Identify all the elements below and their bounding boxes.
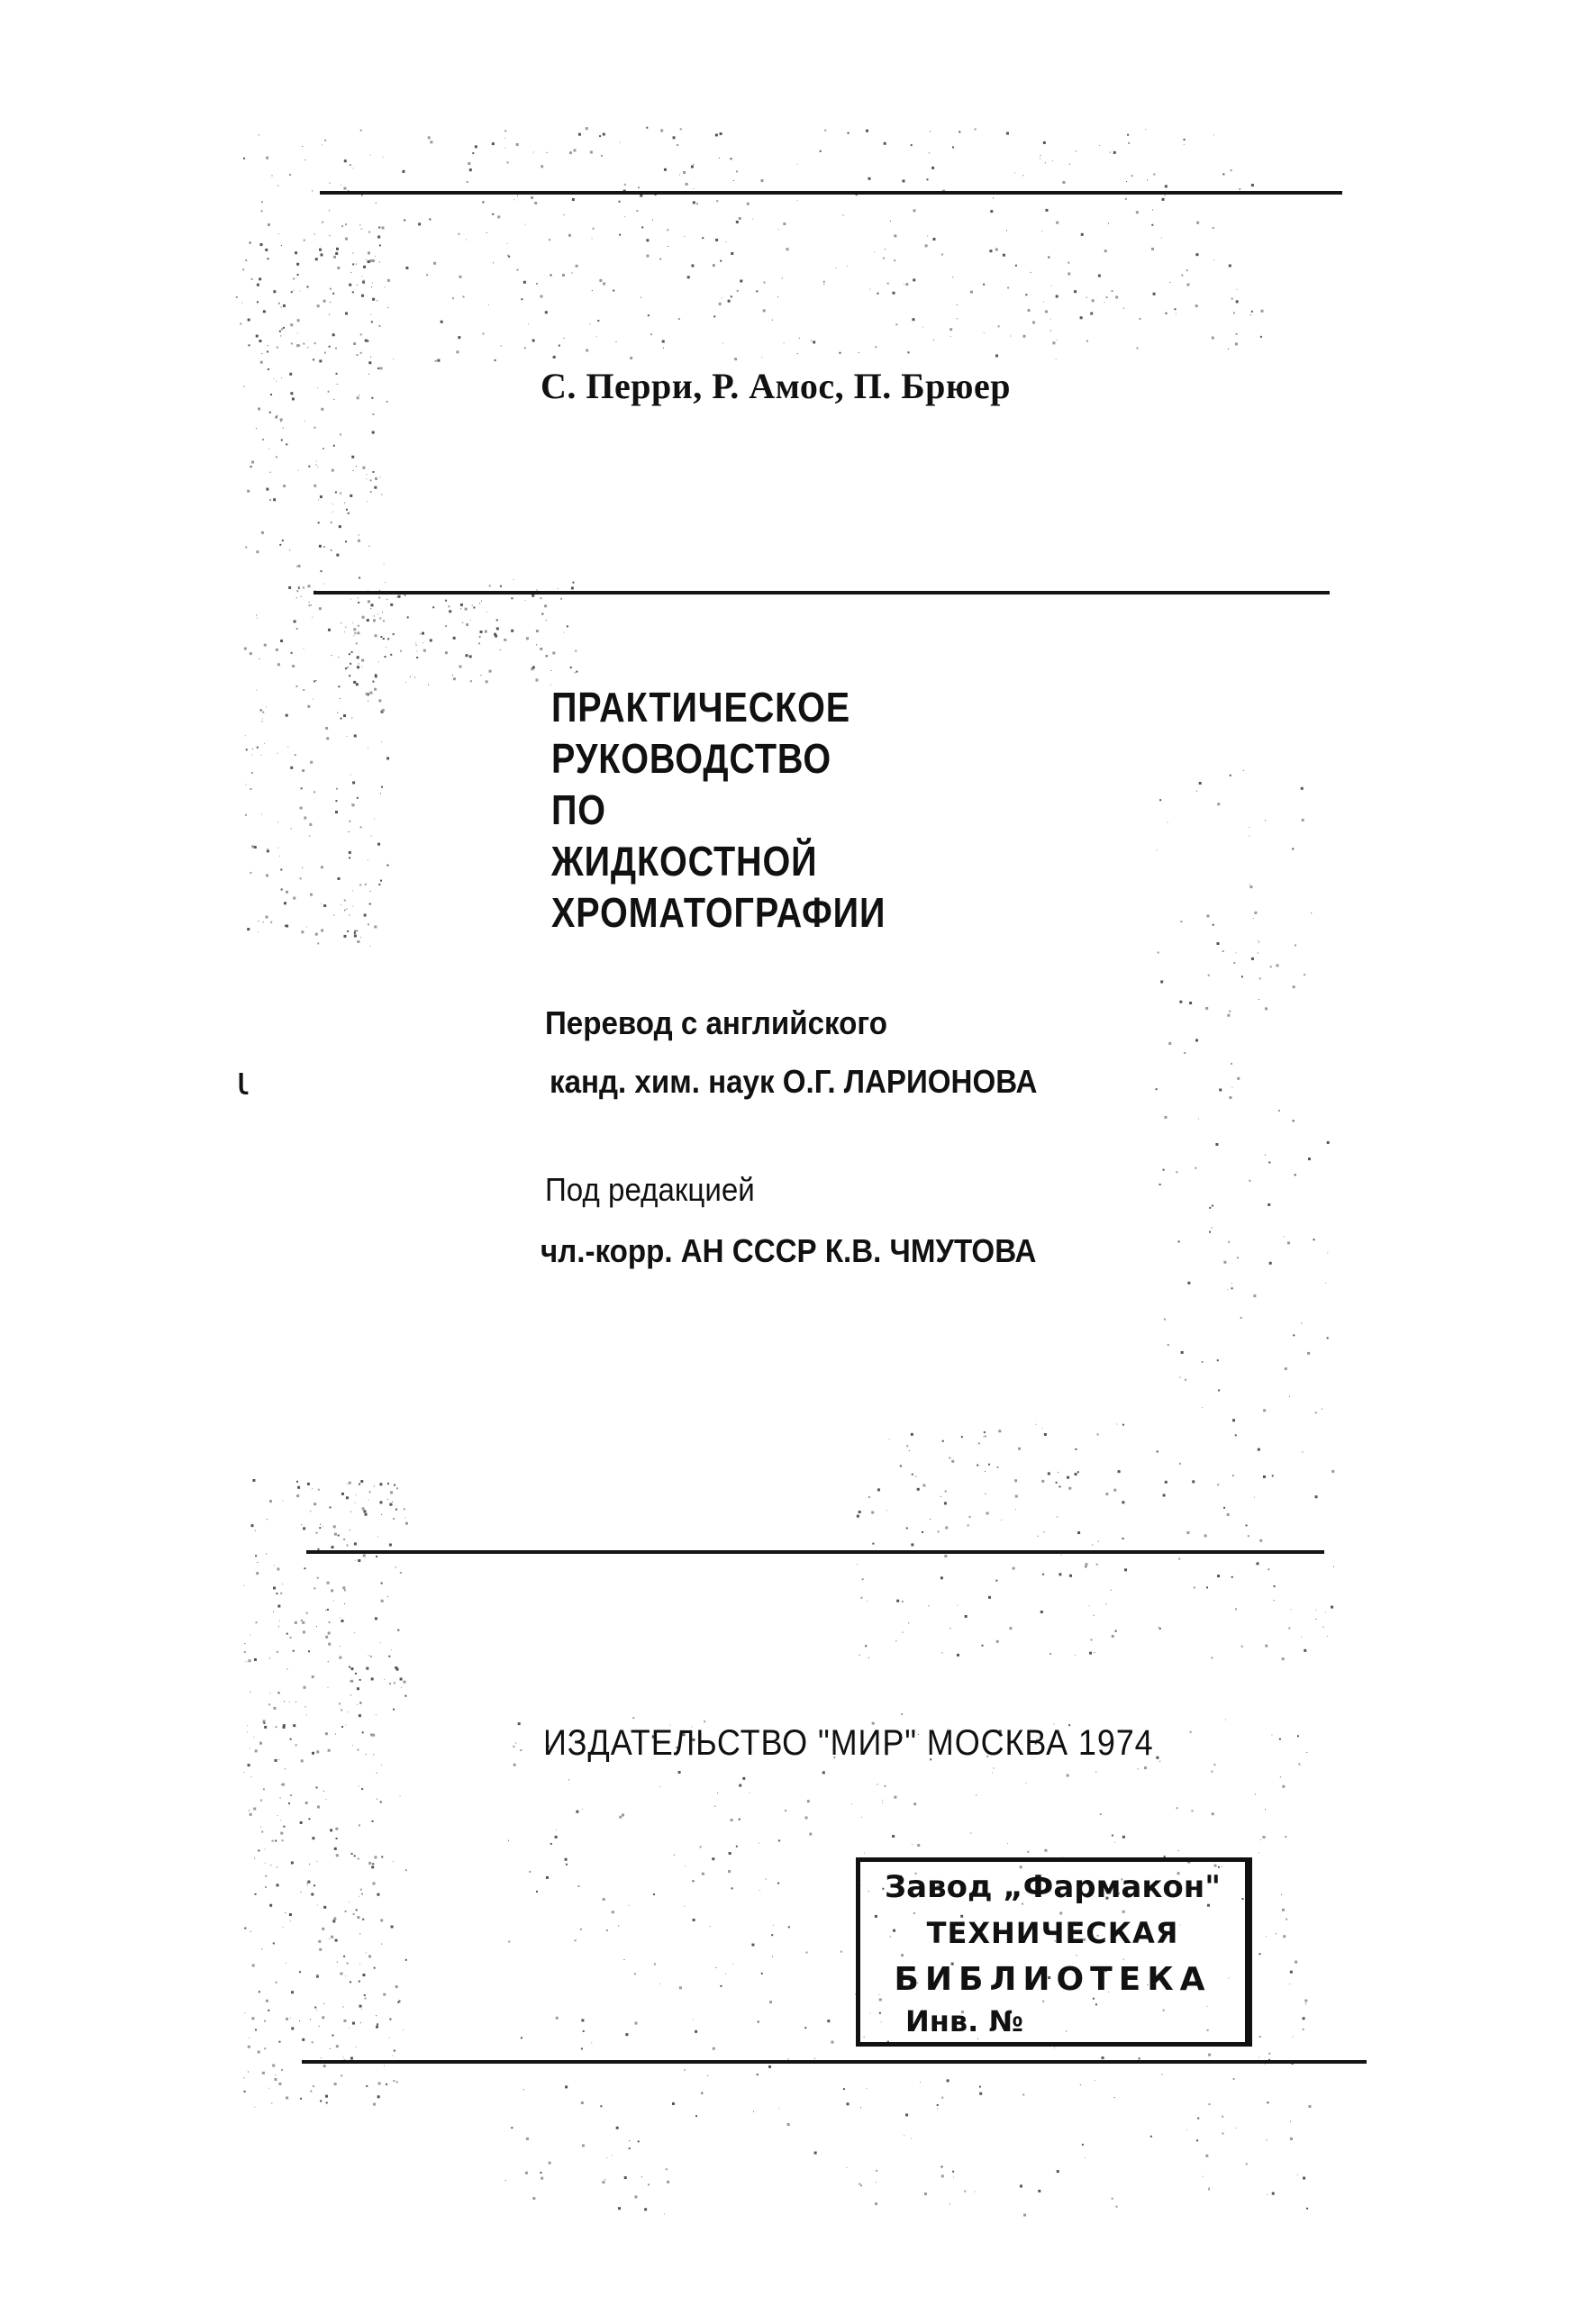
translator: канд. хим. наук О.Г. ЛАРИОНОВА bbox=[550, 1063, 1038, 1100]
bottom-rule bbox=[302, 2060, 1367, 2064]
library-stamp bbox=[856, 1857, 1252, 2047]
book-title bbox=[551, 682, 886, 939]
title-line-5: ХРОМАТОГРАФИИ bbox=[551, 889, 886, 936]
title-line-4: ЖИДКОСТНОЙ bbox=[551, 838, 818, 885]
stamp-line-1: Завод „Фармакон" bbox=[885, 1869, 1221, 1905]
stamp-line-2: ТЕХНИЧЕСКАЯ bbox=[926, 1916, 1179, 1950]
title-line-1: ПРАКТИЧЕСКОЕ bbox=[551, 684, 851, 731]
margin-mark: ɩ bbox=[236, 1058, 250, 1104]
stamp-line-3: БИБЛИОТЕКА bbox=[894, 1961, 1212, 1998]
authors: С. Перри, Р. Амос, П. Брюер bbox=[541, 366, 1011, 406]
translation-line-1: Перевод с английского bbox=[545, 1004, 887, 1041]
editor-line-1: Под редакцией bbox=[545, 1171, 755, 1208]
publisher-imprint: ИЗДАТЕЛЬСТВО "МИР" МОСКВА 1974 bbox=[543, 1723, 1154, 1763]
rule-above-publisher bbox=[306, 1550, 1324, 1554]
stamp-line-4: Инв. № bbox=[905, 2004, 1023, 2038]
top-rule bbox=[320, 191, 1342, 195]
title-line-3: ПО bbox=[551, 786, 606, 833]
editor: чл.-корр. АН СССР К.В. ЧМУТОВА bbox=[541, 1232, 1037, 1269]
rule-below-authors bbox=[313, 591, 1330, 595]
title-line-2: РУКОВОДСТВО bbox=[551, 735, 831, 782]
